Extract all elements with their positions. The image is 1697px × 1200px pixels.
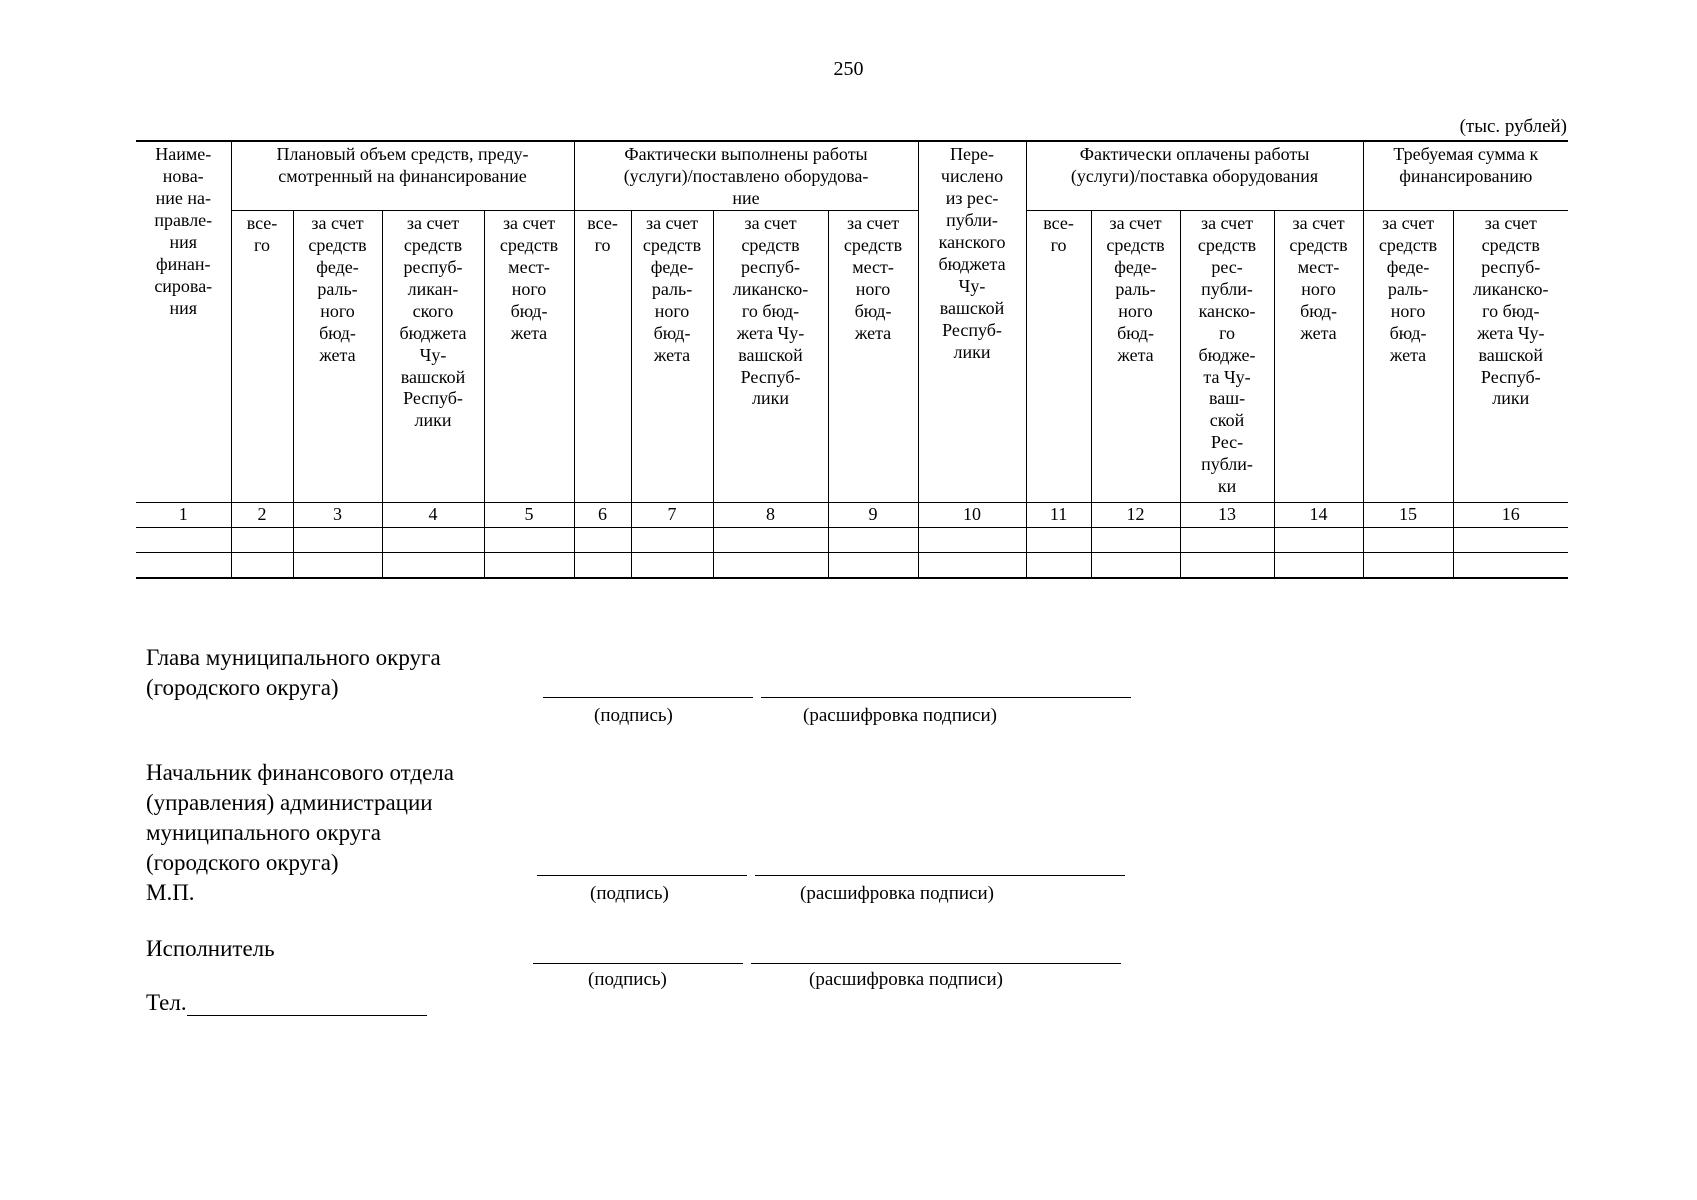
sub-header: за счет средств мест- ного бюд- жета [828,210,918,502]
column-number: 7 [631,502,713,527]
column-number: 6 [574,502,631,527]
tel-field [146,990,427,1016]
page-number: 250 [833,58,864,80]
column-number: 14 [1274,502,1363,527]
signature-caption: (подпись) [594,705,673,726]
group-header-planned: Плановый объем средств, преду- смотренный на финансирование [231,141,574,210]
col-header-transferred: Пере- числено из рес- публи- канского бюджета Чу- вашской Респуб- лики [918,141,1026,502]
column-number: 12 [1091,502,1180,527]
column-number: 11 [1026,502,1091,527]
sub-header: за счет средств феде- раль- ного бюд- жета [293,210,382,502]
units-label: (тыс. рублей) [1459,116,1567,137]
signature-caption: (подпись) [590,883,669,904]
sub-header: все- го [1026,210,1091,502]
sub-header: за счет средств рес- публи- канско- го бюдже- та Чу- ваш- ской Рес- публи- ки [1180,210,1274,502]
sub-header: за счет средств мест- ного бюд- жета [1274,210,1363,502]
column-number: 8 [713,502,828,527]
sub-header: за счет средств мест- ного бюд- жета [484,210,574,502]
table-row [136,527,1568,552]
header-row-sub [136,210,1568,502]
col-header-direction: Наиме- нова- ние на- правле- ния финан- сирова- ния [136,141,231,502]
header-row-groups [136,141,1568,210]
finance-head-title: Начальник финансового отдела (управления) администрации муниципального округа (городского округа) М.П. [146,760,454,905]
sub-header: за счет средств респуб- ликанско- го бюд- жета Чу- вашской Респуб- лики [1453,210,1568,502]
tel-line [187,993,427,1016]
decode-line [761,697,1131,698]
decode-line [755,875,1125,876]
column-number: 3 [293,502,382,527]
column-number: 9 [828,502,918,527]
signature-line [537,875,747,876]
table-row [136,552,1568,578]
decode-caption: (расшифровка подписи) [800,883,994,904]
financing-table [136,140,1568,579]
sub-header: за счет средств феде- раль- ного бюд- жета [1363,210,1453,502]
sub-header: за счет средств респуб- ликанско- го бюд- жета Чу- вашской Респуб- лики [713,210,828,502]
executor-title: Исполнитель [146,936,275,961]
group-header-paid: Фактически оплачены работы (услуги)/поставка оборудования [1026,141,1363,210]
tel-label: Тел. [146,990,187,1015]
sub-header: за счет средств респуб- ликан- ского бюджета Чу- вашской Респуб- лики [382,210,484,502]
signature-line [533,963,743,964]
decode-caption: (расшифровка подписи) [809,969,1003,990]
column-number: 4 [382,502,484,527]
column-number: 1 [136,502,231,527]
decode-line [751,963,1121,964]
column-number: 16 [1453,502,1568,527]
head-title: Глава муниципального округа (городского округа) [146,645,441,700]
sub-header: все- го [231,210,293,502]
group-header-required: Требуемая сумма к финансированию [1363,141,1568,210]
signature-line [543,697,753,698]
group-header-performed: Фактически выполнены работы (услуги)/поставлено оборудова- ние [574,141,918,210]
column-number: 10 [918,502,1026,527]
column-number: 13 [1180,502,1274,527]
column-number-row [136,502,1568,527]
sub-header: за счет средств феде- раль- ного бюд- жета [631,210,713,502]
sub-header: все- го [574,210,631,502]
decode-caption: (расшифровка подписи) [803,705,997,726]
signature-caption: (подпись) [588,969,667,990]
column-number: 5 [484,502,574,527]
sub-header: за счет средств феде- раль- ного бюд- жета [1091,210,1180,502]
column-number: 15 [1363,502,1453,527]
column-number: 2 [231,502,293,527]
